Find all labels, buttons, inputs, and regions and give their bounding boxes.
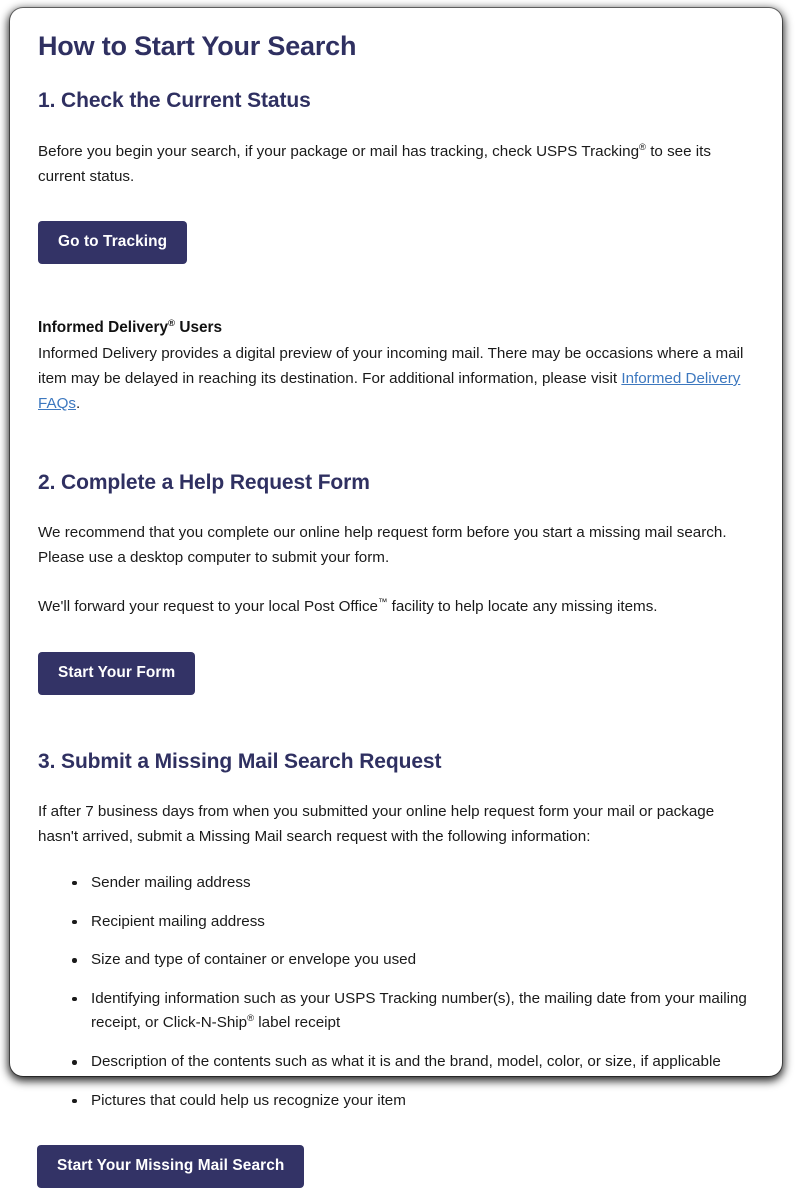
page-title: How to Start Your Search (38, 31, 357, 61)
section3-paragraph: If after 7 business days from when you submitted your online help request form your mail or package hasn't arrived, submit a Missing Mail search request with the following information: (38, 802, 715, 845)
start-your-form-button-row (38, 652, 754, 695)
section2-paragraph-2 (38, 594, 754, 619)
list-item-text: Pictures that could help us recognize your item (91, 1091, 406, 1109)
list-item (72, 1089, 754, 1114)
go-to-tracking-button-row (38, 221, 754, 264)
list-item (72, 987, 754, 1036)
list-item-text: Recipient mailing address (91, 912, 265, 930)
registered-mark-informed-delivery: ® (168, 317, 176, 329)
informed-delivery-heading-pre: Informed Delivery (38, 318, 169, 336)
section-heading-missing-mail-request: 3. Submit a Missing Mail Search Request (38, 749, 442, 773)
section1-intro-post: to see its current status. (38, 142, 711, 185)
informed-delivery-users-heading (38, 316, 754, 339)
go-to-tracking-button[interactable]: Go to Tracking (38, 221, 187, 264)
list-item-text: Identifying information such as your USPS Tracking number(s), the mailing date from your mailing receipt, or Click-N-Ship (91, 989, 747, 1032)
start-your-form-button[interactable]: Start Your Form (38, 652, 195, 695)
registered-mark-click-n-ship: ® (247, 1012, 255, 1024)
section-heading-help-request-form: 2. Complete a Help Request Form (38, 471, 370, 495)
informed-delivery-paragraph (38, 341, 754, 416)
list-item (72, 1050, 754, 1075)
list-item (72, 948, 754, 973)
start-missing-mail-search-button-row (37, 1145, 754, 1188)
help-card (10, 8, 782, 1175)
start-missing-mail-search-button[interactable]: Start Your Missing Mail Search (37, 1145, 304, 1188)
informed-delivery-text-pre: Informed Delivery provides a digital preview of your incoming mail. There may be occasions where a mail item may be delayed in reaching its destination. For additional information, please visit (38, 344, 744, 387)
section1-intro-pre: Before you begin your search, if your package or mail has tracking, check USPS Tracking (38, 142, 640, 160)
section2-paragraph-1: We recommend that you complete our online help request form before you start a missing mail search. Please use a desktop computer to submit your form. (38, 524, 727, 567)
list-item (72, 910, 754, 935)
trademark-mark-post-office: ™ (377, 596, 388, 608)
registered-mark-usps-tracking: ® (639, 140, 646, 152)
list-item (72, 871, 754, 896)
list-item-text-post: label receipt (254, 1014, 341, 1032)
requirements-list (38, 871, 754, 1113)
informed-delivery-block (38, 316, 754, 416)
informed-delivery-faqs-link[interactable]: Informed Delivery FAQs (38, 369, 741, 412)
section2-p2-post: facility to help locate any missing items. (387, 598, 658, 616)
informed-delivery-text-post: . (75, 395, 81, 412)
section2-p2-pre: We'll forward your request to your local Post Office (38, 598, 378, 616)
informed-delivery-heading-post: Users (175, 318, 223, 336)
list-item-text: Size and type of container or envelope you used (91, 951, 417, 969)
section1-intro-paragraph (38, 139, 754, 189)
list-item-text: Description of the contents such as what it is and the brand, model, color, or size, if applicable (91, 1053, 721, 1071)
section-heading-check-status: 1. Check the Current Status (38, 89, 311, 113)
list-item-text: Sender mailing address (91, 873, 251, 891)
